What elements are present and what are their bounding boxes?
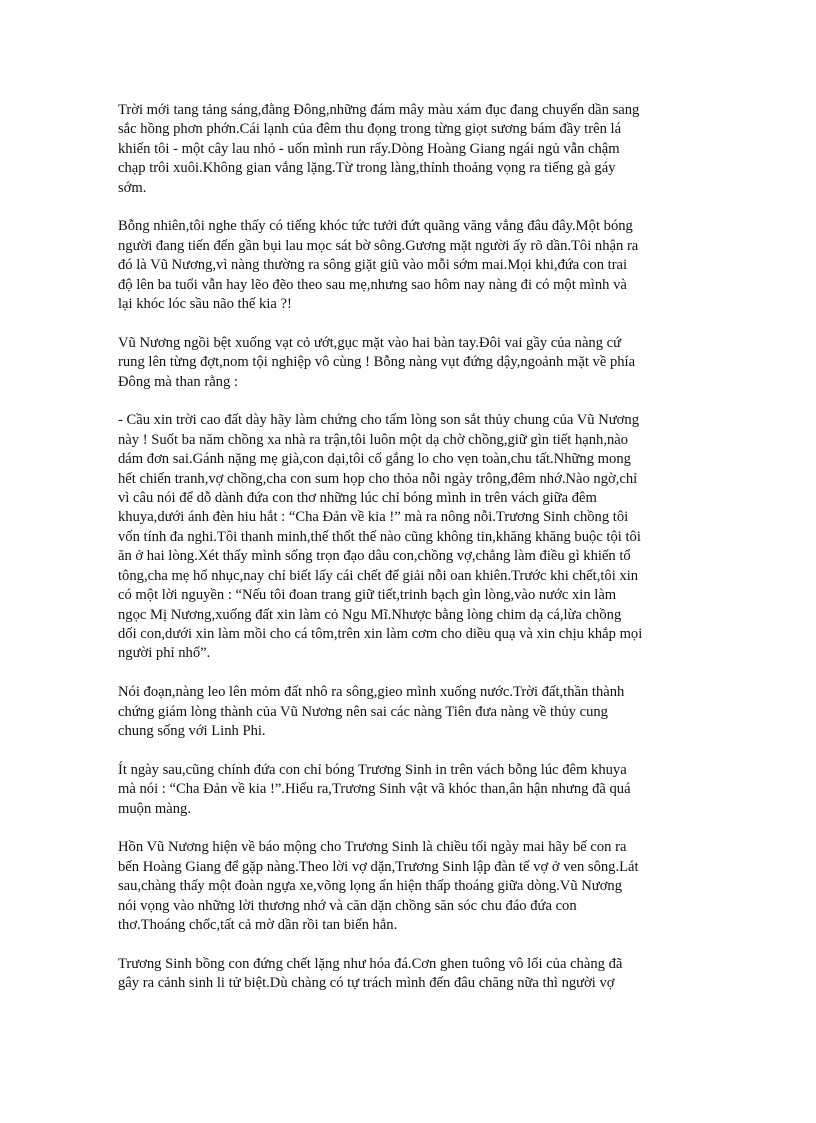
- paragraph-dream: Hồn Vũ Nương hiện về báo mộng cho Trương Sinh là chiều tối ngày mai hãy bế con ra bến Hoàng Giang để gặp nàng.Theo lời vợ dặn,Trương Sinh lập đàn tế vợ ở ven sông.Lát sau,chàng thấy một đoàn ngựa xe,võng lọng ẩn hiện thấp thoáng giữa dòng.Vũ Nương nói vọng vào những lời thương nhớ và căn dặn chồng săn sóc chu đáo đứa con thơ.Thoáng chốc,tất cả mờ dần rồi tan biến hẳn.: [118, 839, 639, 933]
- paragraph-sitting: Vũ Nương ngồi bệt xuống vạt cỏ ướt,gục mặt vào hai bàn tay.Đôi vai gầy của nàng cứ rung lên từng đợt,nom tội nghiệp vô cùng ! Bỗng nàng vụt đứng dậy,ngoảnh mặt về phía Đông mà than rằng :: [118, 334, 636, 390]
- document-page: [118, 101, 698, 1013]
- paragraph-shadow: Ít ngày sau,cũng chính đứa con chỉ bóng Trương Sinh in trên vách bỗng lúc đêm khuya mà nói : “Cha Đản về kia !”.Hiểu ra,Trương Sinh vật vã khóc than,ân hận nhưng đã quá muộn màng.: [118, 761, 631, 817]
- paragraph-regret: Trương Sinh bồng con đứng chết lặng như hóa đá.Cơn ghen tuông vô lối của chàng đã gây ra cảnh sinh li tử biệt.Dù chàng có tự trách mình đến đâu chăng nữa thì người vợ: [118, 955, 623, 992]
- paragraph-dawn: Trời mới tang tảng sáng,đằng Đông,những đám mây màu xám đục đang chuyển dần sang sắc hồng phơn phớn.Cái lạnh của đêm thu đọng trong từng giọt sương bám đầy trên lá khiến tôi - một cây lau nhỏ - uốn mình run rẩy.Dòng Hoàng Giang ngái ngủ vẫn chậm chạp trôi xuôi.Không gian vắng lặng.Từ trong làng,thỉnh thoảng vọng ra tiếng gà gáy sớm.: [118, 102, 640, 196]
- paragraph-prayer: - Cầu xin trời cao đất dày hãy làm chứng cho tấm lòng son sắt thủy chung của Vũ Nương này ! Suốt ba năm chồng xa nhà ra trận,tôi luôn một dạ chờ chồng,giữ gìn tiết hạnh,nào dám đơn sai.Gánh nặng mẹ già,con dại,tôi cố gắng lo cho vẹn toàn,chu tất.Những mong hết chiến tranh,vợ chồng,cha con sum họp cho thỏa nỗi ngày trông,đêm nhớ.Nào ngờ,chỉ vì câu nói để dỗ dành đứa con thơ những lúc chỉ bóng mình in trên vách giữa đêm khuya,dưới ánh đèn hiu hắt : “Cha Đản về kia !” mà ra nông nỗi.Trương Sinh chồng tôi vốn tính đa nghi.Tôi thanh minh,thế thốt thế nào cũng không tin,khăng khăng buộc tội tôi ăn ở hai lòng.Xét thấy mình sống trọn đạo dâu con,chồng vợ,chẳng làm điều gì khiến tổ tông,cha mẹ hổ nhục,nay chỉ biết lấy cái chết để giải nỗi oan khiên.Trước khi chết,tôi xin có một lời nguyền : “Nếu tôi đoan trang giữ tiết,trinh bạch gìn lòng,vào nước xin làm ngọc Mị Nương,xuống đất xin làm cỏ Ngu Mĩ.Nhược bằng lòng chim dạ cá,lừa chồng dối con,dưới xin làm mồi cho cá tôm,trên xin làm cơm cho diều quạ và xin chịu khắp mọi người phỉ nhổ”.: [118, 412, 643, 662]
- paragraph-crying: Bỗng nhiên,tôi nghe thấy có tiếng khóc tức tưởi đứt quãng văng vẳng đâu đây.Một bóng người đang tiến đến gần bụi lau mọc sát bờ sông.Gương mặt người ấy rõ dần.Tôi nhận ra đó là Vũ Nương,vì nàng thường ra sông giặt giũ vào mỗi sớm mai.Mọi khi,đứa con trai độ lên ba tuổi vẫn hay lẽo đẽo theo sau mẹ,nhưng sao hôm nay nàng đi có một mình và lại khóc lóc sầu não thế kia ?!: [118, 218, 639, 313]
- paragraph-drowning: Nói đoạn,nàng leo lên mỏm đất nhô ra sông,gieo mình xuống nước.Trời đất,thần thành chứng giám lòng thành của Vũ Nương nên sai các nàng Tiên đưa nàng về thủy cung chung sống với Linh Phi.: [118, 684, 625, 739]
